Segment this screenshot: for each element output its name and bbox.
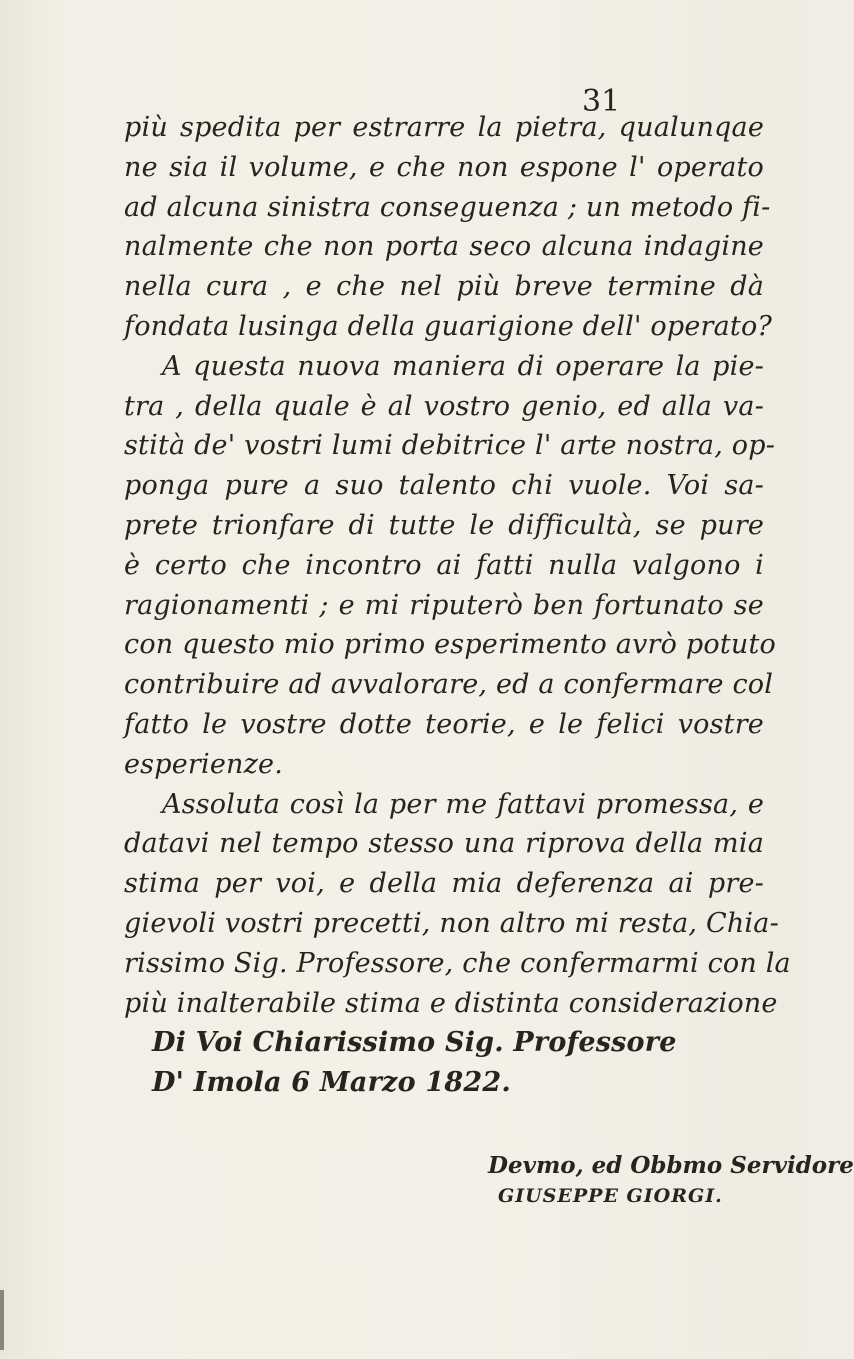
salutation: Di Voi Chiarissimo Sig. Professore bbox=[152, 1027, 677, 1059]
place-date: D' Imola 6 Marzo 1822. bbox=[152, 1067, 511, 1099]
text-line: stima per voi, e della mia deferenza ai pre- bbox=[124, 868, 764, 900]
text-line: nalmente che non porta seco alcuna indagine bbox=[124, 231, 764, 263]
text-line: ad alcuna sinistra conseguenza ; un metodo fi- bbox=[124, 191, 771, 223]
paragraph-end-line: esperienze. bbox=[124, 748, 283, 780]
text-line: fondata lusinga della guarigione dell' operato? bbox=[124, 310, 773, 342]
text-line: fatto le vostre dotte teorie, e le felici vostre bbox=[124, 708, 764, 740]
text-line: gievoli vostri precetti, non altro mi resta, Chia- bbox=[124, 907, 779, 939]
paragraph-start-line: A questa nuova maniera di operare la pie- bbox=[162, 350, 764, 382]
text-line: nella cura , e che nel più breve termine dà bbox=[124, 271, 764, 303]
text-line: ne sia il volume, e che non espone l' operato bbox=[124, 151, 764, 183]
text-line: contribuire ad avvalorare, ed a confermare col bbox=[124, 669, 774, 701]
text-line: più spedita per estrarre la pietra, qualunqae bbox=[124, 112, 764, 143]
text-line: tra , della quale è al vostro genio, ed alla va- bbox=[124, 390, 764, 422]
text-line: rissimo Sig. Professore, che confermarmi con la bbox=[124, 947, 791, 979]
letter-body bbox=[124, 108, 854, 1209]
text-line: con questo mio primo esperimento avrò potuto bbox=[124, 629, 776, 661]
text-line: ragionamenti ; e mi riputerò ben fortunato se bbox=[124, 589, 764, 621]
page-edge-mark bbox=[0, 1290, 4, 1350]
paragraph-start-line: Assoluta così la per me fattavi promessa, e bbox=[162, 788, 764, 820]
closing-formula: Devmo, ed Obbmo Servidore bbox=[488, 1151, 854, 1179]
text-line: più inalterabile stima e distinta considerazione bbox=[124, 987, 778, 1019]
closing-spacer bbox=[124, 1103, 764, 1149]
text-line: datavi nel tempo stesso una riprova della mia bbox=[124, 828, 764, 860]
signature: GIUSEPPE GIORGI. bbox=[498, 1184, 723, 1207]
page-number: 31 bbox=[582, 84, 621, 119]
text-line: è certo che incontro ai fatti nulla valgono i bbox=[124, 549, 764, 581]
text-line: prete trionfare di tutte le difficultà, se pure bbox=[124, 509, 764, 541]
text-line: stità de' vostri lumi debitrice l' arte nostra, op- bbox=[124, 430, 776, 462]
text-line: ponga pure a suo talento chi vuole. Voi sa- bbox=[124, 470, 764, 502]
